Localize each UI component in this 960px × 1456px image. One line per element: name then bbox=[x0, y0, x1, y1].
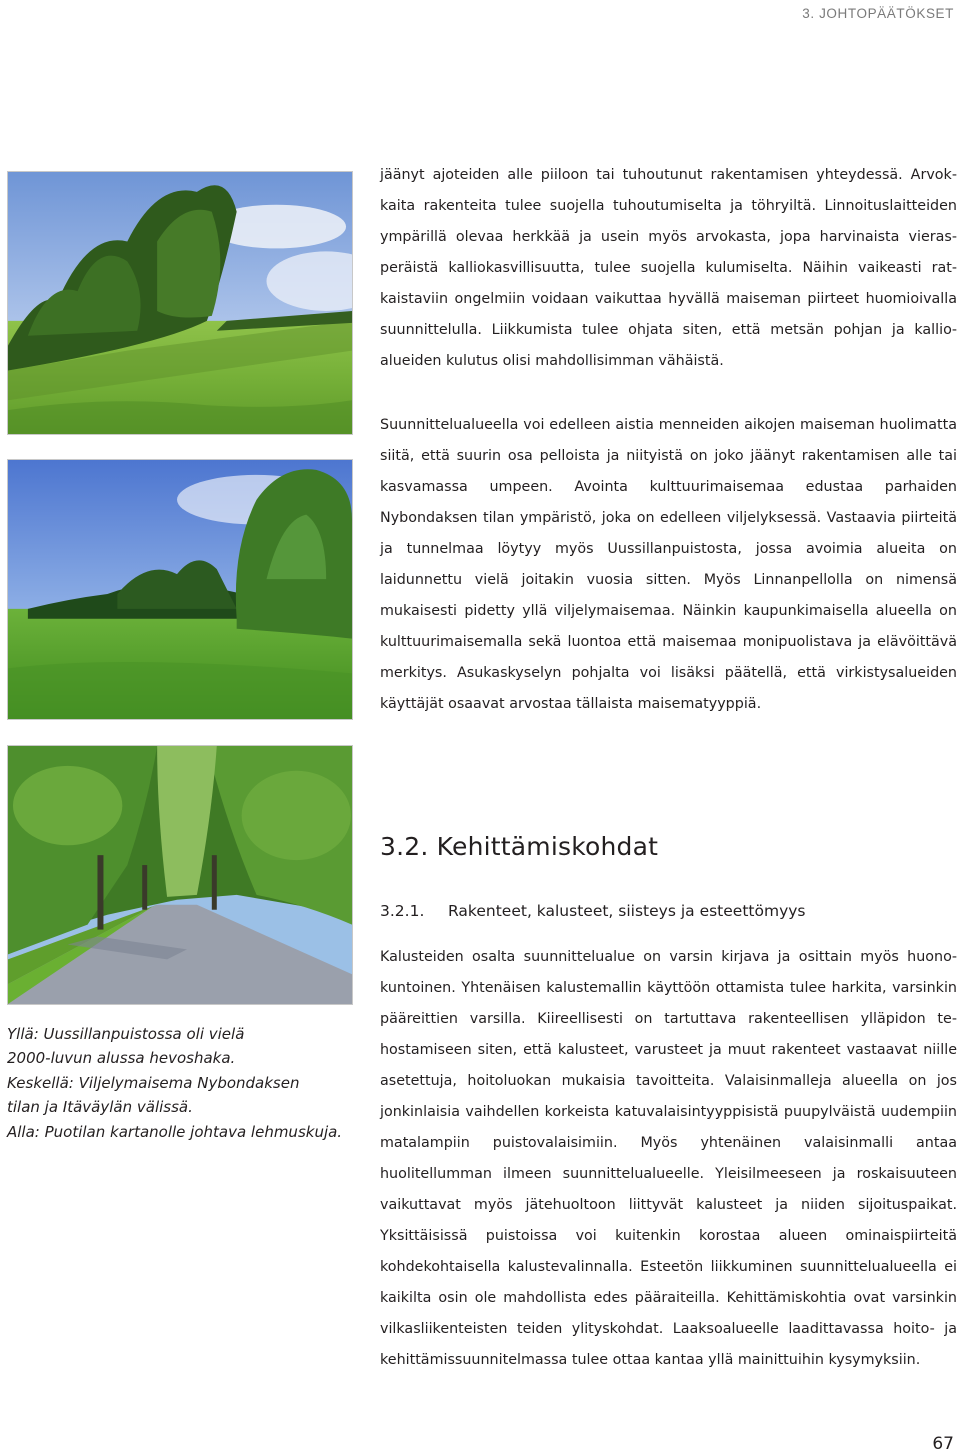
page-number: 67 bbox=[932, 1434, 954, 1454]
running-header: 3. JOHTOPÄÄTÖKSET bbox=[802, 6, 954, 21]
subsection-heading bbox=[380, 902, 805, 920]
photo-captions bbox=[7, 1022, 357, 1144]
body-paragraph-2: Suunnittelualueella voi edelleen aistia menneiden aikojen maiseman huolimatta siitä, että suurin osa pelloista ja niityistä on joko jäänyt rakentamisen alle tai kasvamassa umpeen. Avointa kulttuurimaisemaa edustaa parhaiden Nybondaksen tilan ympäristö, joka on edelleen viljelyksessä. Vastaavia piirteitä ja tunnelmaa löytyy myös Uussillanpuistosta, jossa avoimia alueita on laidunnettu vielä joitakin vuosia sitten. Myös Linnanpellolla on nimensä mukaisesti pidetty yllä viljelymaisemaa. Näinkin kaupunkimaisella alueella on kulttuurimaisemalla sekä luontoa että maisemaa monipuolistava ja elävöittävä merkitys. Asukaskyselyn pohjalta voi lisäksi päätellä, että virkistysalueiden käyttäjät osaavat arvostaa tällaista maisematyyppiä. bbox=[380, 417, 957, 712]
subsection-number: 3.2.1. bbox=[380, 902, 425, 920]
caption-line: Keskellä: Viljelymaisema Nybondaksen bbox=[7, 1073, 300, 1092]
body-paragraph-1: jäänyt ajoteiden alle piiloon tai tuhoutunut rakentamisen yhteydessä. Arvokkaita rakenteita tulee suojella tuhoutumiselta ja töhryiltä. Linnoituslaitteiden ympärillä olevaa herkkää ja usein myös arvokasta, jopa harvinaista vierasperäistä kalliokasvillisuutta, tulee suojella kulumiselta. Näihin vaikeasti ratkaistaviin ongelmiin voidaan vaikuttaa hyvällä maiseman piirteet huomioivalla suunnittelulla. Liikkumista tulee ohjata siten, että metsän pohjan ja kallioalueiden kulutus olisi mahdollisimman vähäistä. bbox=[380, 167, 957, 369]
section-heading: 3.2. Kehittämiskohdat bbox=[380, 832, 659, 861]
photo-cultivated-landscape bbox=[7, 459, 353, 720]
caption-line: Yllä: Uussillanpuistossa oli vielä bbox=[7, 1025, 245, 1043]
photo-meadow-horse-paddock bbox=[7, 171, 353, 435]
caption-line: Alla: Puotilan kartanolle johtava lehmuskuja. bbox=[7, 1122, 343, 1141]
subsection-title: Rakenteet, kalusteet, siisteys ja esteettömyys bbox=[448, 902, 806, 920]
photo-lime-tree-alley bbox=[7, 745, 353, 1005]
body-paragraph-3: Kalusteiden osalta suunnittelualue on varsin kirjava ja osittain myös huonokuntoinen. Yhtenäisen kalustemallin käyttöön ottamista tulee harkita, varsinkin pääreittien varsilla. Kiireellisesti on tartuttava rakenteellisen ylläpidon tehostamiseen siten, että kalusteet, varusteet ja muut rakenteet vastaavat niille asetettuja, hoitoluokan mukaisia tavoitteita. Valaisinmalleja alueella on jos jonkinlaisia vaihdellen korkeista katuvalaisintyyppisistä puupylväistä uudempiin matalampiin puistovalaisimiin. Myös yhtenäinen valaisinmalli antaa huolitellumman ilmeen suunnittelualueelle. Yleisilmeeseen ja roskaisuuteen vaikuttavat myös jätehuoltoon liittyvät kalusteet ja niiden sijoituspaikat. Yksittäisissä puistoissa voi kuitenkin korostaa alueen ominaispiirteitä kohdekohtaisella kalustevalinnalla. Esteetön liikkuminen suunnittelualueella ei kaikilta osin ole mahdollista edes pääraiteilla. Kehittämiskohtia ovat varsinkin vilkasliikenteisten teiden ylityskohdat. Laaksoalueelle laadittavassa hoito- ja kehittämissuunnitelmassa tulee ottaa kantaa yllä mainittuihin kysymyksiin. bbox=[380, 949, 957, 1368]
caption-line: 2000-luvun alussa hevoshaka. bbox=[7, 1049, 236, 1068]
caption-line: tilan ja Itäväylän välissä. bbox=[7, 1098, 193, 1117]
